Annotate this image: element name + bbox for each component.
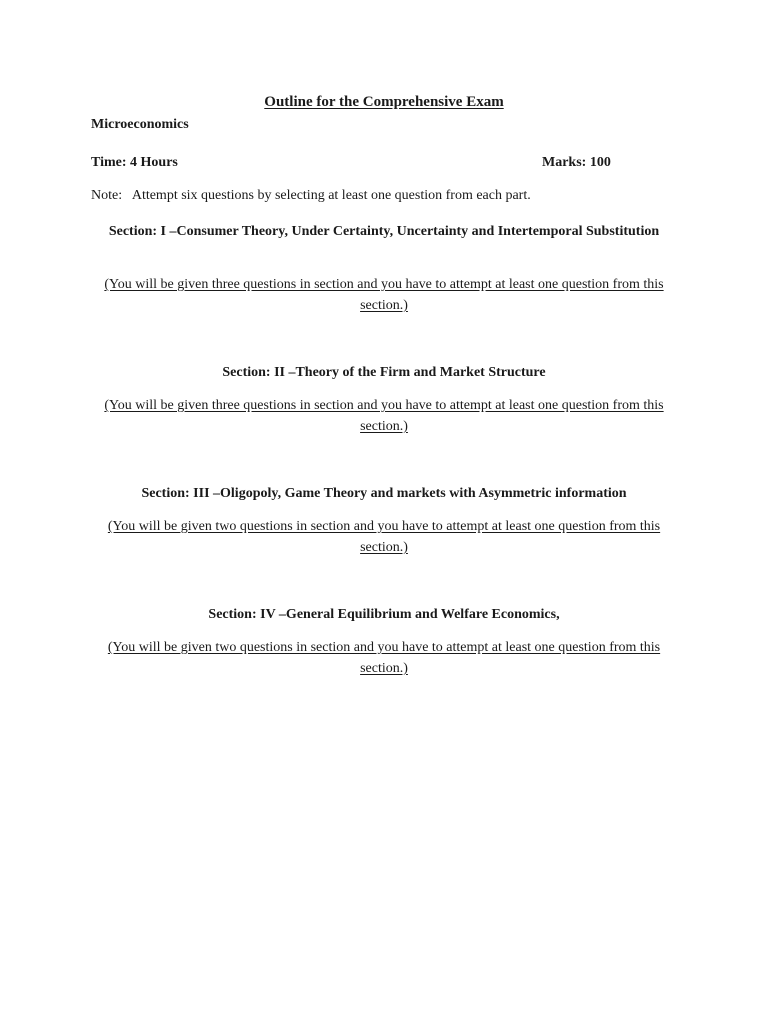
section-4-heading: Section: IV –General Equilibrium and Welfare Economics, bbox=[208, 607, 560, 622]
exam-note: Note: Attempt six questions by selecting at least one question from each part. bbox=[91, 188, 531, 203]
exam-time: Time: 4 Hours bbox=[91, 155, 178, 170]
section-1-heading: Section: I –Consumer Theory, Under Certainty, Uncertainty and Intertemporal Substitution bbox=[108, 224, 660, 239]
section-3-heading: Section: III –Oligopoly, Game Theory and markets with Asymmetric information bbox=[141, 486, 627, 501]
section-2-heading: Section: II –Theory of the Firm and Market Structure bbox=[222, 365, 546, 380]
section-4-description: (You will be given two questions in section and you have to attempt at least one question from this section.) bbox=[107, 640, 661, 676]
subject-heading: Microeconomics bbox=[91, 117, 189, 132]
section-1-description: (You will be given three questions in section and you have to attempt at least one question from this section.) bbox=[104, 277, 664, 313]
page-title: Outline for the Comprehensive Exam bbox=[264, 94, 504, 110]
section-3-description: (You will be given two questions in section and you have to attempt at least one question from this section.) bbox=[107, 519, 661, 555]
section-2-description: (You will be given three questions in section and you have to attempt at least one question from this section.) bbox=[104, 398, 664, 434]
exam-marks: Marks: 100 bbox=[542, 155, 611, 170]
